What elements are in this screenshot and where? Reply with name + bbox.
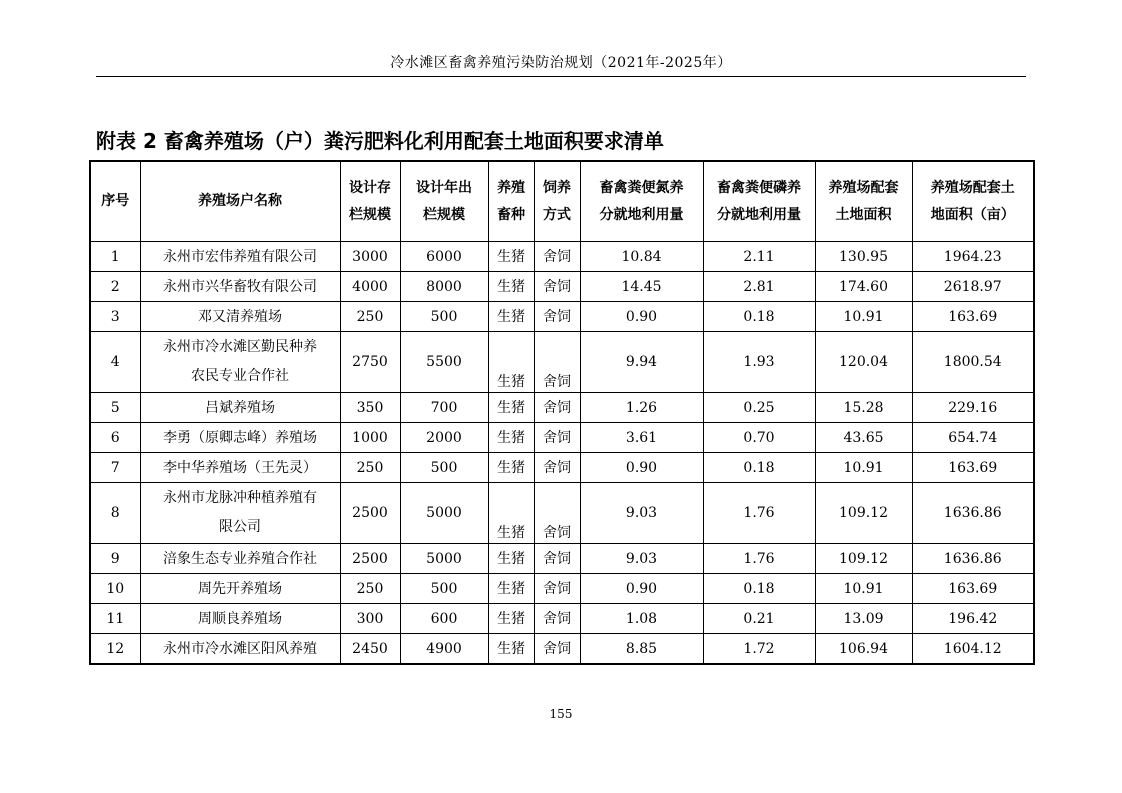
cell-land-area: 106.94	[815, 634, 912, 665]
cell-land-area: 13.09	[815, 604, 912, 634]
header-line: 分就地利用量	[599, 206, 684, 223]
cell-no: 3	[90, 302, 140, 332]
cell-nitrogen-use: 1.08	[580, 604, 703, 634]
cell-species: 生猪	[488, 544, 534, 574]
cell-design-annual: 4900	[400, 634, 488, 665]
cell-species: 生猪	[488, 272, 534, 302]
cell-land-area-mu: 163.69	[912, 574, 1034, 604]
cell-land-area: 130.95	[815, 242, 912, 272]
running-header: 冷水滩区畜禽养殖污染防治规划（2021年-2025年）	[390, 55, 732, 71]
cell-feeding-method: 舍饲	[534, 604, 580, 634]
cell-farm-name	[140, 544, 340, 574]
cell-feeding-method: 舍饲	[534, 332, 580, 393]
header-line: 分就地利用量	[717, 206, 801, 223]
cell-design-annual: 500	[400, 302, 488, 332]
cell-phosphorus-use: 0.18	[703, 302, 815, 332]
cell-farm-name	[140, 332, 340, 393]
farm-name-line: 吕斌养殖场	[205, 399, 275, 416]
cell-design-stock: 4000	[340, 272, 400, 302]
table-row	[90, 332, 1034, 393]
cell-no: 10	[90, 574, 140, 604]
cell-land-area-mu: 196.42	[912, 604, 1034, 634]
cell-feeding-method: 舍饲	[534, 634, 580, 665]
cell-species: 生猪	[488, 634, 534, 665]
cell-nitrogen-use: 3.61	[580, 423, 703, 453]
cell-land-area: 174.60	[815, 272, 912, 302]
cell-farm-name	[140, 604, 340, 634]
cell-design-annual: 5000	[400, 483, 488, 544]
cell-farm-name	[140, 453, 340, 483]
cell-land-area: 109.12	[815, 483, 912, 544]
cell-feeding-method: 舍饲	[534, 574, 580, 604]
col-header-design-stock	[340, 161, 400, 242]
farm-name-line: 涪象生态专业养殖合作社	[163, 550, 317, 567]
col-header-land-area	[815, 161, 912, 242]
farm-name-line: 周先开养殖场	[198, 580, 282, 597]
farm-name-line: 农民专业合作社	[191, 368, 289, 384]
cell-design-stock: 250	[340, 574, 400, 604]
cell-species: 生猪	[488, 483, 534, 544]
cell-nitrogen-use: 0.90	[580, 302, 703, 332]
cell-nitrogen-use: 1.26	[580, 393, 703, 423]
col-header-land-area-mu	[912, 161, 1034, 242]
cell-farm-name	[140, 483, 340, 544]
table-row	[90, 604, 1034, 634]
table-row	[90, 453, 1034, 483]
cell-land-area-mu: 163.69	[912, 453, 1034, 483]
cell-phosphorus-use: 0.18	[703, 574, 815, 604]
cell-species: 生猪	[488, 453, 534, 483]
cell-phosphorus-use: 1.72	[703, 634, 815, 665]
cell-feeding-method: 舍饲	[534, 483, 580, 544]
cell-farm-name	[140, 574, 340, 604]
table-row	[90, 242, 1034, 272]
farm-name-line: 永州市冷水滩区勤民种养	[163, 339, 317, 355]
farm-name-line: 邓又清养殖场	[198, 308, 282, 325]
cell-design-stock: 2500	[340, 544, 400, 574]
table-row	[90, 574, 1034, 604]
cell-design-annual: 6000	[400, 242, 488, 272]
cell-phosphorus-use: 0.21	[703, 604, 815, 634]
cell-farm-name	[140, 272, 340, 302]
header-line: 养殖场户名称	[198, 193, 282, 209]
farm-land-area-table	[89, 160, 1035, 665]
cell-design-stock: 250	[340, 302, 400, 332]
cell-land-area-mu: 1636.86	[912, 544, 1034, 574]
cell-no: 2	[90, 272, 140, 302]
cell-species: 生猪	[488, 574, 534, 604]
col-header-no	[90, 161, 140, 242]
cell-design-annual: 5500	[400, 332, 488, 393]
cell-no: 5	[90, 393, 140, 423]
header-line: 栏规模	[349, 206, 391, 223]
cell-no: 12	[90, 634, 140, 665]
cell-farm-name	[140, 393, 340, 423]
cell-feeding-method: 舍饲	[534, 272, 580, 302]
cell-no: 4	[90, 332, 140, 393]
cell-feeding-method: 舍饲	[534, 393, 580, 423]
col-header-design-annual	[400, 161, 488, 242]
table-title: 附表 2 畜禽养殖场（户）粪污肥料化利用配套土地面积要求清单	[96, 129, 664, 153]
cell-design-annual: 600	[400, 604, 488, 634]
cell-nitrogen-use: 9.94	[580, 332, 703, 393]
cell-design-stock: 300	[340, 604, 400, 634]
header-line: 饲养	[543, 179, 571, 196]
cell-feeding-method: 舍饲	[534, 544, 580, 574]
cell-land-area-mu: 163.69	[912, 302, 1034, 332]
table-row	[90, 634, 1034, 665]
cell-nitrogen-use: 9.03	[580, 544, 703, 574]
col-header-nitrogen-use	[580, 161, 703, 242]
farm-name-line: 李勇（原卿志峰）养殖场	[163, 429, 317, 446]
cell-phosphorus-use: 0.18	[703, 453, 815, 483]
cell-phosphorus-use: 0.70	[703, 423, 815, 453]
cell-feeding-method: 舍饲	[534, 302, 580, 332]
header-line: 畜禽粪便氮养	[599, 179, 684, 196]
cell-farm-name	[140, 242, 340, 272]
cell-no: 7	[90, 453, 140, 483]
table-row	[90, 483, 1034, 544]
cell-design-stock: 2500	[340, 483, 400, 544]
header-line: 养殖场配套土	[930, 179, 1015, 196]
cell-species: 生猪	[488, 423, 534, 453]
cell-design-annual: 500	[400, 453, 488, 483]
cell-design-annual: 500	[400, 574, 488, 604]
cell-species: 生猪	[488, 242, 534, 272]
table-row	[90, 544, 1034, 574]
cell-land-area-mu: 1636.86	[912, 483, 1034, 544]
farm-name-line: 永州市冷水滩区阳风养殖	[163, 640, 317, 657]
cell-farm-name	[140, 423, 340, 453]
cell-land-area-mu: 1800.54	[912, 332, 1034, 393]
cell-land-area: 120.04	[815, 332, 912, 393]
header-line: 畜种	[497, 206, 525, 223]
farm-name-line: 永州市宏伟养殖有限公司	[163, 248, 317, 265]
cell-no: 11	[90, 604, 140, 634]
cell-feeding-method: 舍饲	[534, 453, 580, 483]
cell-no: 1	[90, 242, 140, 272]
cell-phosphorus-use: 2.81	[703, 272, 815, 302]
farm-name-line: 限公司	[219, 519, 261, 535]
col-header-phosphorus-use	[703, 161, 815, 242]
cell-phosphorus-use: 1.76	[703, 544, 815, 574]
cell-design-annual: 700	[400, 393, 488, 423]
cell-no: 8	[90, 483, 140, 544]
cell-land-area-mu: 2618.97	[912, 272, 1034, 302]
header-rule	[96, 76, 1026, 77]
page-number: 155	[549, 707, 573, 721]
table-header-row	[90, 161, 1034, 242]
cell-nitrogen-use: 8.85	[580, 634, 703, 665]
col-header-feeding-method	[534, 161, 580, 242]
cell-land-area-mu: 1604.12	[912, 634, 1034, 665]
cell-land-area: 10.91	[815, 453, 912, 483]
cell-no: 6	[90, 423, 140, 453]
cell-land-area-mu: 1964.23	[912, 242, 1034, 272]
table-row	[90, 393, 1034, 423]
cell-nitrogen-use: 14.45	[580, 272, 703, 302]
cell-design-annual: 2000	[400, 423, 488, 453]
header-line: 地面积（亩）	[930, 206, 1015, 223]
cell-nitrogen-use: 9.03	[580, 483, 703, 544]
cell-species: 生猪	[488, 393, 534, 423]
header-line: 养殖场配套	[828, 179, 899, 196]
farm-name-line: 永州市兴华畜牧有限公司	[163, 278, 317, 295]
cell-species: 生猪	[488, 332, 534, 393]
cell-design-stock: 1000	[340, 423, 400, 453]
cell-farm-name	[140, 302, 340, 332]
cell-feeding-method: 舍饲	[534, 242, 580, 272]
header-line: 栏规模	[423, 206, 465, 223]
cell-land-area-mu: 654.74	[912, 423, 1034, 453]
cell-design-annual: 5000	[400, 544, 488, 574]
cell-feeding-method: 舍饲	[534, 423, 580, 453]
cell-land-area: 43.65	[815, 423, 912, 453]
cell-phosphorus-use: 1.93	[703, 332, 815, 393]
cell-land-area: 15.28	[815, 393, 912, 423]
farm-name-line: 周顺良养殖场	[198, 610, 282, 627]
farm-name-line: 李中华养殖场（王先灵）	[163, 459, 317, 476]
table-row	[90, 423, 1034, 453]
cell-design-stock: 2750	[340, 332, 400, 393]
cell-design-annual: 8000	[400, 272, 488, 302]
cell-nitrogen-use: 0.90	[580, 453, 703, 483]
header-line: 养殖	[497, 179, 525, 196]
cell-design-stock: 2450	[340, 634, 400, 665]
cell-phosphorus-use: 0.25	[703, 393, 815, 423]
header-line: 土地面积	[835, 206, 892, 223]
cell-no: 9	[90, 544, 140, 574]
cell-phosphorus-use: 2.11	[703, 242, 815, 272]
cell-nitrogen-use: 10.84	[580, 242, 703, 272]
cell-land-area: 109.12	[815, 544, 912, 574]
cell-nitrogen-use: 0.90	[580, 574, 703, 604]
col-header-species	[488, 161, 534, 242]
cell-land-area-mu: 229.16	[912, 393, 1034, 423]
cell-farm-name	[140, 634, 340, 665]
header-line: 畜禽粪便磷养	[717, 179, 801, 196]
cell-phosphorus-use: 1.76	[703, 483, 815, 544]
header-line: 设计存	[349, 179, 391, 196]
table-body	[90, 242, 1034, 665]
farm-name-line: 永州市龙脉冲种植养殖有	[163, 490, 317, 506]
cell-design-stock: 350	[340, 393, 400, 423]
cell-species: 生猪	[488, 302, 534, 332]
cell-land-area: 10.91	[815, 574, 912, 604]
header-line: 序号	[101, 193, 130, 209]
table-row	[90, 302, 1034, 332]
cell-design-stock: 3000	[340, 242, 400, 272]
cell-land-area: 10.91	[815, 302, 912, 332]
cell-species: 生猪	[488, 604, 534, 634]
header-line: 方式	[543, 206, 571, 223]
col-header-farm-name	[140, 161, 340, 242]
table-row	[90, 272, 1034, 302]
cell-design-stock: 250	[340, 453, 400, 483]
header-line: 设计年出	[416, 179, 472, 196]
